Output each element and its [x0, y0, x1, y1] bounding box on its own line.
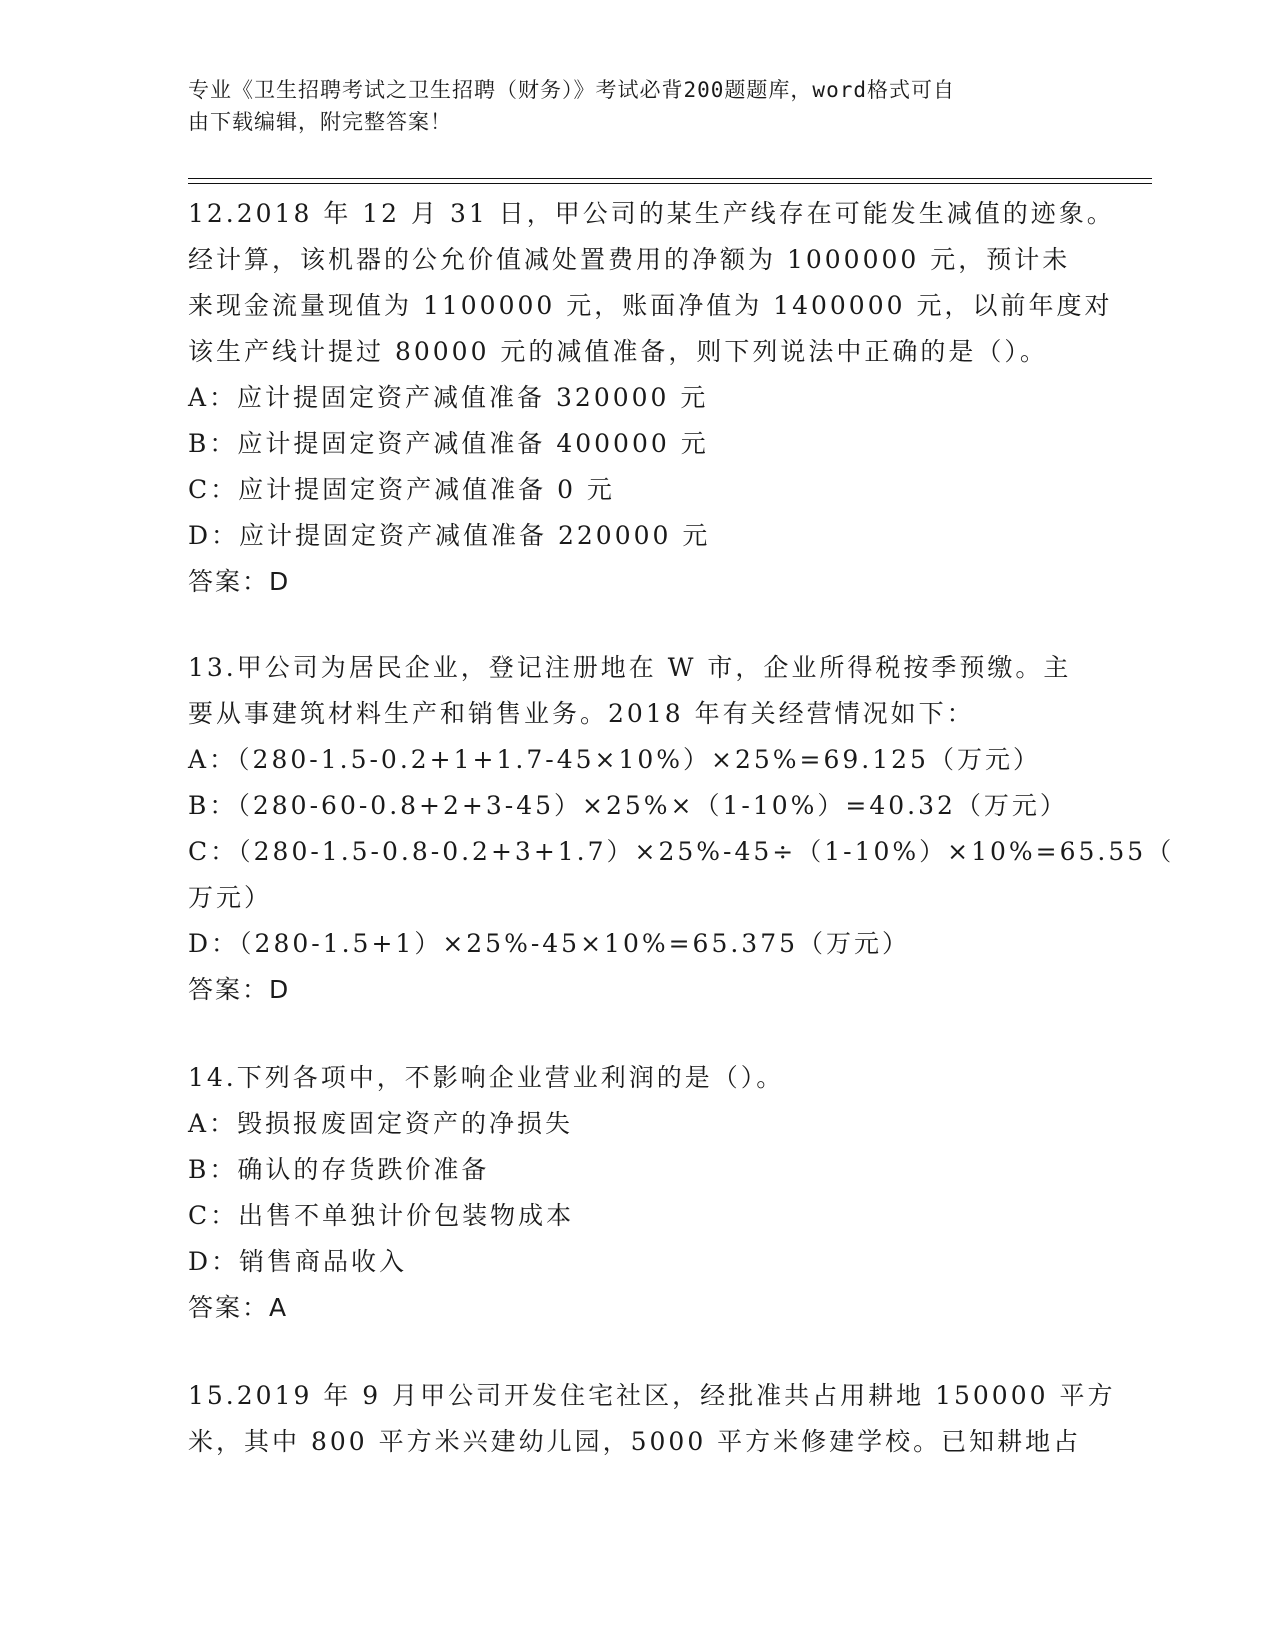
option-b: B：（280-60-0.8+2+3-45）×25%×（1-10%）=40.32（万元） [188, 791, 1068, 820]
document-header [188, 74, 1068, 138]
header-title-line-2: 由下载编辑，附完整答案！ [188, 110, 452, 134]
question-text-line: 来现金流量现值为 1100000 元，账面净值为 1400000 元，以前年度对 [188, 291, 1113, 320]
header-title-line-1: 专业《卫生招聘考试之卫生招聘（财务）》考试必背200题题库，word格式可自 [188, 78, 955, 102]
question-text-line: 13.甲公司为居民企业，登记注册地在 W 市，企业所得税按季预缴。主 [188, 653, 1072, 682]
question-text-line: 12.2018 年 12 月 31 日，甲公司的某生产线存在可能发生减值的迹象。 [188, 199, 1115, 228]
option-c: C：（280-1.5-0.8-0.2+3+1.7）×25%-45÷（1-10%）×10%=65.55（ [188, 837, 1175, 866]
option-a: A：毁损报废固定资产的净损失 [188, 1109, 574, 1138]
question-text-line: 米，其中 800 平方米兴建幼儿园，5000 平方米修建学校。已知耕地占 [188, 1427, 1082, 1456]
question-text-line: 经计算，该机器的公允价值减处置费用的净额为 1000000 元，预计未 [188, 245, 1071, 274]
option-c: C：应计提固定资产减值准备 0 元 [188, 475, 615, 504]
header-divider-top [188, 178, 1152, 179]
option-b: B：确认的存货跌价准备 [188, 1155, 490, 1184]
option-a: A：（280-1.5-0.2+1+1.7-45×10%）×25%=69.125（万元） [188, 745, 1041, 774]
question-15 [188, 1373, 1116, 1465]
answer-line: 答案：D [188, 975, 291, 1004]
question-13 [188, 645, 1175, 1013]
option-c-continuation: 万元） [188, 883, 273, 912]
question-text-line: 要从事建筑材料生产和销售业务。2018 年有关经营情况如下： [188, 699, 975, 728]
header-divider-bottom [188, 183, 1152, 184]
question-14 [188, 1055, 1088, 1331]
option-d: D：应计提固定资产减值准备 220000 元 [188, 521, 711, 550]
option-c: C：出售不单独计价包装物成本 [188, 1201, 575, 1230]
question-text-line: 14.下列各项中，不影响企业营业利润的是（）。 [188, 1063, 785, 1092]
option-d: D：销售商品收入 [188, 1247, 408, 1276]
answer-line: 答案：D [188, 567, 291, 596]
option-b: B：应计提固定资产减值准备 400000 元 [188, 429, 709, 458]
question-12 [188, 191, 1115, 605]
option-d: D：（280-1.5+1）×25%-45×10%=65.375（万元） [188, 929, 911, 958]
option-a: A：应计提固定资产减值准备 320000 元 [188, 383, 709, 412]
question-text-line: 该生产线计提过 80000 元的减值准备，则下列说法中正确的是（）。 [188, 337, 1048, 366]
question-text-line: 15.2019 年 9 月甲公司开发住宅社区，经批准共占用耕地 150000 平方 [188, 1381, 1116, 1410]
answer-line: 答案：A [188, 1293, 289, 1322]
